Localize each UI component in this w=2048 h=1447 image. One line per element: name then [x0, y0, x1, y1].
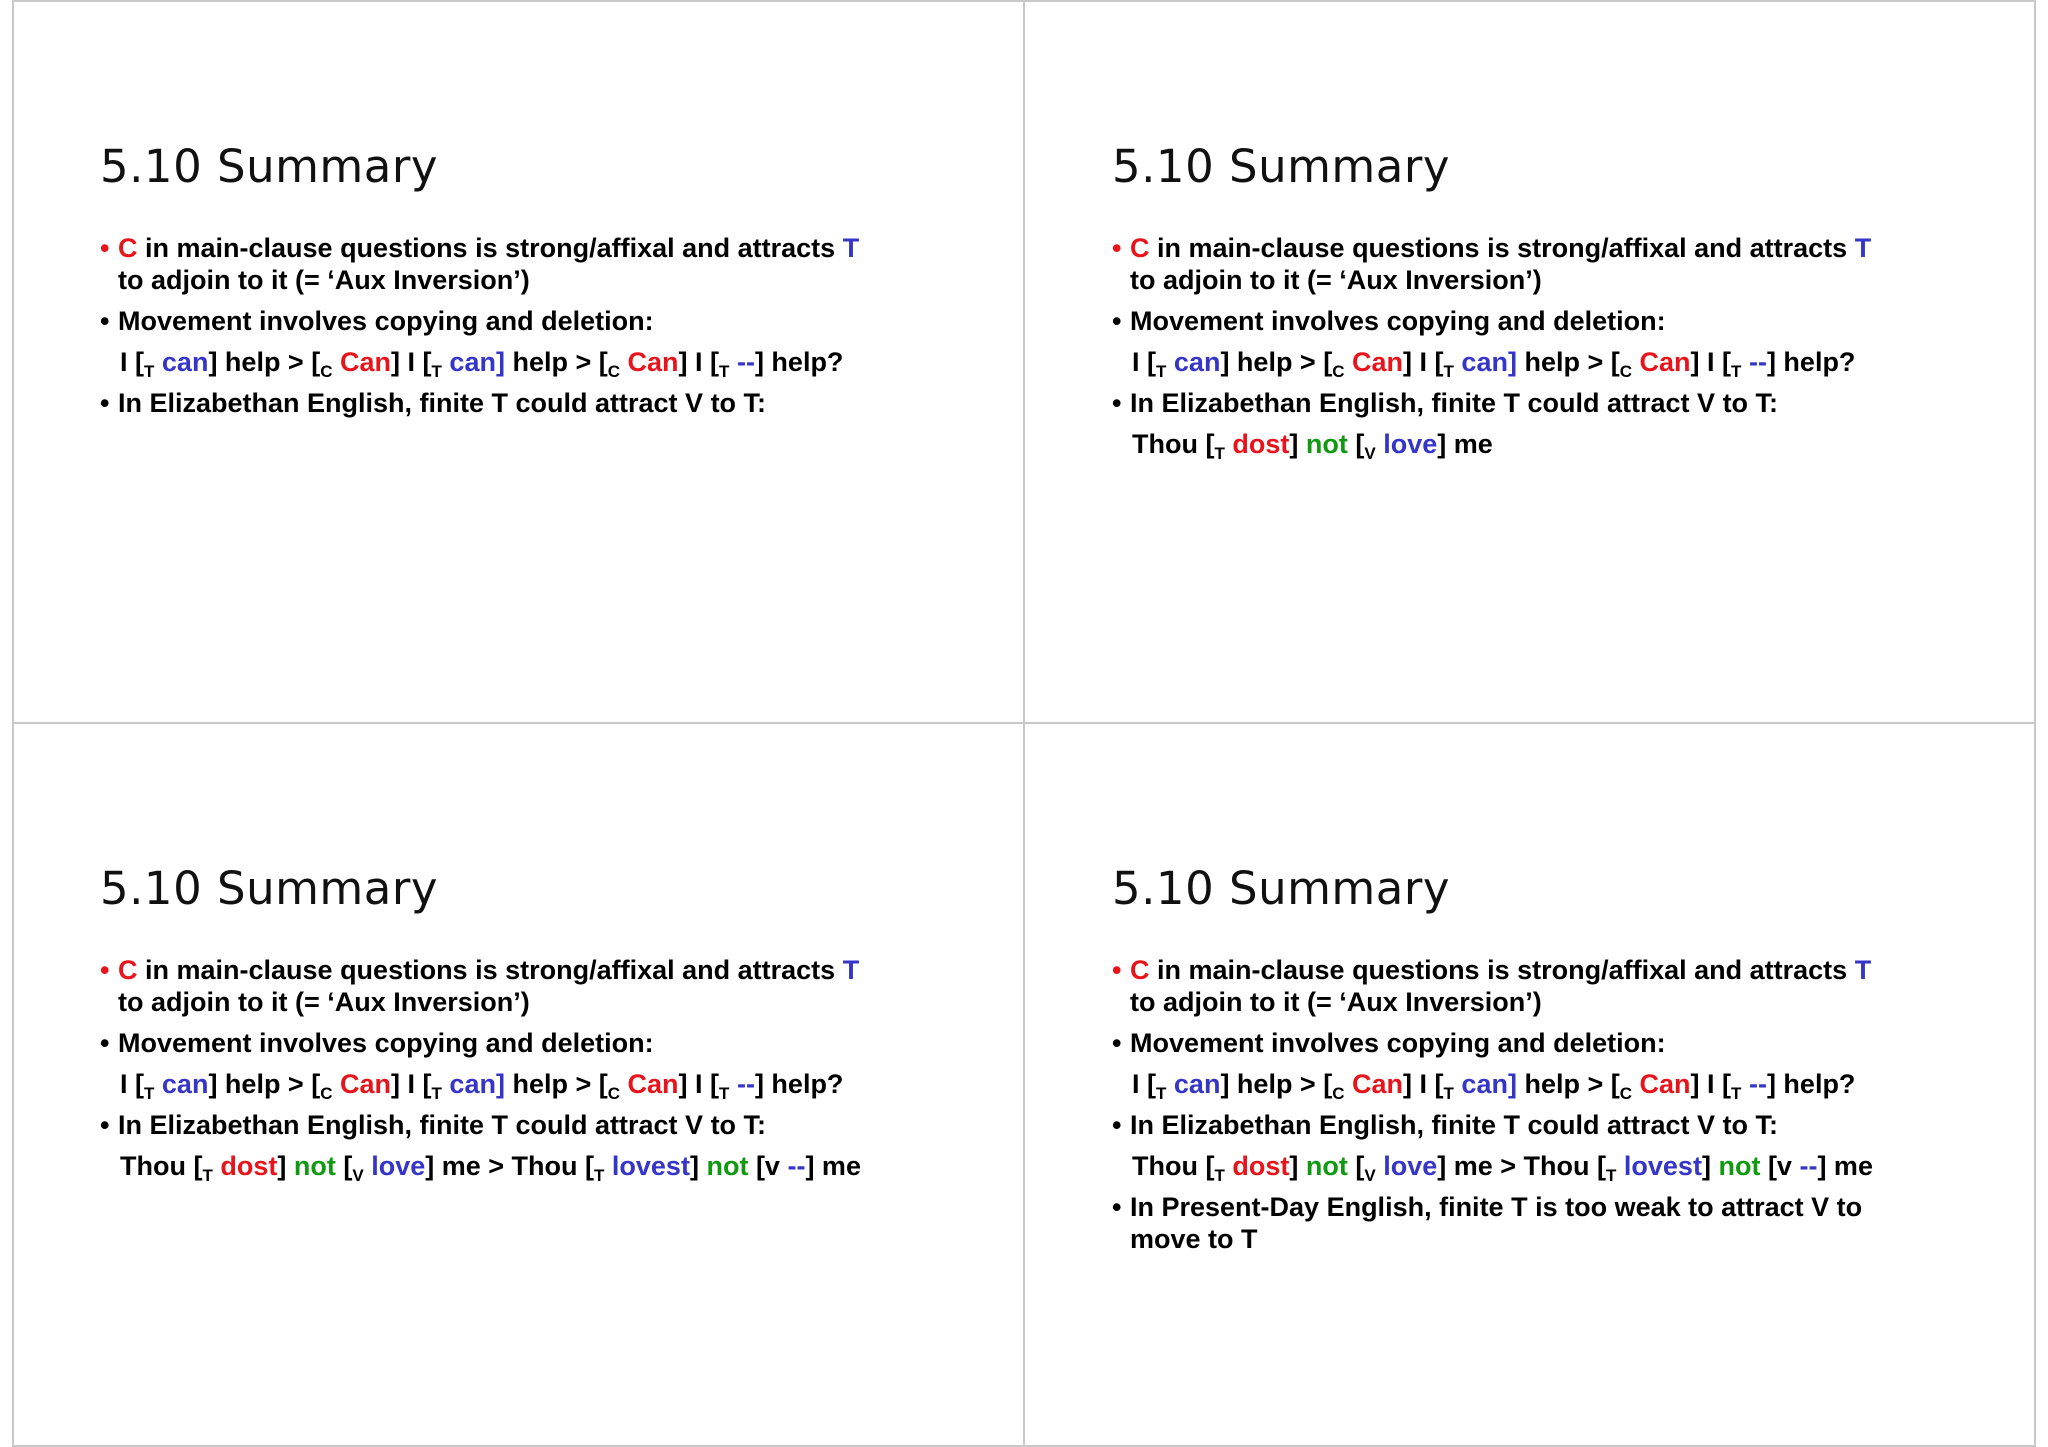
subscript-label: T: [431, 362, 442, 381]
text-run: [1166, 1069, 1174, 1099]
text-run: [v: [748, 1151, 788, 1181]
subscript-label: T: [719, 362, 730, 381]
subscript-label: C: [1332, 362, 1345, 381]
text-run: ] help > [: [1220, 1069, 1333, 1099]
text-run: can: [1173, 1069, 1221, 1099]
text-run: ] I [: [1403, 347, 1444, 377]
subscript-label: T: [1156, 1084, 1167, 1103]
text-run: ] me > Thou [: [1437, 1151, 1606, 1181]
text-run: [1741, 1069, 1749, 1099]
slide-body: [100, 232, 980, 428]
text-run: to adjoin to it (= ‘Aux Inversion’): [118, 987, 530, 1017]
text-run: lovest: [611, 1151, 690, 1181]
text-run: ] I [: [391, 1069, 432, 1099]
slide-1: [12, 0, 1026, 722]
text-run: Can: [340, 1069, 392, 1099]
text-run: not: [1718, 1151, 1761, 1181]
text-run: Can: [1352, 347, 1404, 377]
text-run: In Elizabethan English, finite T could attract V to T:: [118, 388, 767, 418]
text-run: love: [371, 1151, 426, 1181]
text-run: dost: [1232, 1151, 1290, 1181]
text-run: --: [787, 1151, 806, 1181]
text-run: ]: [1701, 1151, 1719, 1181]
text-run: [v: [1760, 1151, 1800, 1181]
text-run: [620, 1069, 628, 1099]
text-run: C: [118, 233, 138, 263]
text-run: In Present-Day English, finite T is too weak to attract V to: [1130, 1192, 1863, 1222]
text-run: to adjoin to it (= ‘Aux Inversion’): [118, 265, 530, 295]
text-run: In Elizabethan English, finite T could attract V to T:: [118, 1110, 767, 1140]
text-run: love: [1383, 1151, 1438, 1181]
bullet-icon: •: [1112, 233, 1122, 263]
bullet-icon: •: [1112, 388, 1122, 418]
subscript-label: V: [352, 1166, 364, 1185]
text-run: help > [: [1516, 347, 1620, 377]
bullet-icon: •: [100, 306, 110, 336]
subscript-label: C: [320, 362, 333, 381]
example-line: [100, 1068, 980, 1103]
bullet-item: [1112, 954, 1992, 1018]
text-run: I [: [1132, 1069, 1156, 1099]
text-run: [729, 347, 737, 377]
slide-title: 5.10 Summary: [100, 140, 438, 193]
slide-3: [12, 722, 1026, 1444]
text-run: in main-clause questions is strong/affixal and attracts: [1149, 233, 1855, 263]
text-run: can]: [449, 347, 505, 377]
text-run: Movement involves copying and deletion:: [118, 1028, 654, 1058]
example-line: [1112, 1150, 1992, 1185]
text-run: [: [1347, 429, 1365, 459]
subscript-label: C: [320, 1084, 333, 1103]
subscript-label: T: [202, 1166, 213, 1185]
subscript-label: T: [1606, 1166, 1617, 1185]
bullet-item: [100, 232, 980, 296]
bullet-icon: •: [100, 1110, 110, 1140]
text-run: help > [: [1516, 1069, 1620, 1099]
bullet-icon: •: [1112, 1028, 1122, 1058]
text-run: Thou [: [1132, 1151, 1215, 1181]
slide-body: [1112, 232, 1992, 469]
subscript-label: T: [1214, 1166, 1225, 1185]
text-run: ] I [: [678, 347, 720, 377]
text-run: ] me: [805, 1151, 861, 1181]
text-run: ] help > [: [208, 347, 321, 377]
subscript-label: C: [607, 362, 621, 381]
slide-title: 5.10 Summary: [1112, 140, 1450, 193]
text-run: ] help > [: [208, 1069, 321, 1099]
text-run: not: [706, 1151, 749, 1181]
text-run: Can: [1639, 347, 1691, 377]
subscript-label: T: [1731, 1084, 1742, 1103]
text-run: [729, 1069, 737, 1099]
bullet-icon: •: [1112, 1192, 1122, 1222]
text-run: ] me: [1817, 1151, 1873, 1181]
bullet-icon: •: [100, 955, 110, 985]
subscript-label: C: [607, 1084, 621, 1103]
text-run: [154, 347, 162, 377]
text-run: [1741, 347, 1749, 377]
text-run: --: [1748, 347, 1767, 377]
subscript-label: T: [1214, 444, 1225, 463]
text-run: [1632, 347, 1640, 377]
example-line: [1112, 346, 1992, 381]
subscript-label: T: [144, 1084, 155, 1103]
text-run: ] me: [1437, 429, 1493, 459]
text-run: help > [: [504, 347, 608, 377]
text-run: ] help?: [1766, 347, 1856, 377]
text-run: --: [1799, 1151, 1818, 1181]
text-run: love: [1383, 429, 1438, 459]
text-run: dost: [220, 1151, 278, 1181]
text-run: T: [842, 955, 860, 985]
bullet-item: [1112, 1191, 1992, 1255]
text-run: T: [1854, 955, 1872, 985]
text-run: Thou [: [1132, 429, 1215, 459]
text-run: Movement involves copying and deletion:: [118, 306, 654, 336]
text-run: [1344, 1069, 1352, 1099]
bullet-icon: •: [1112, 306, 1122, 336]
text-run: Can: [1352, 1069, 1404, 1099]
text-run: in main-clause questions is strong/affixal and attracts: [137, 233, 843, 263]
text-run: [1166, 347, 1174, 377]
text-run: lovest: [1623, 1151, 1702, 1181]
text-run: In Elizabethan English, finite T could attract V to T:: [1130, 388, 1779, 418]
subscript-label: T: [1156, 362, 1167, 381]
text-run: can]: [1461, 1069, 1517, 1099]
text-run: [154, 1069, 162, 1099]
text-run: C: [1130, 233, 1150, 263]
example-line: [1112, 428, 1992, 463]
subscript-label: T: [1443, 362, 1454, 381]
bullet-icon: •: [1112, 1110, 1122, 1140]
text-run: [332, 347, 340, 377]
text-run: to adjoin to it (= ‘Aux Inversion’): [1130, 987, 1542, 1017]
text-run: can]: [449, 1069, 505, 1099]
bullet-item: [100, 1109, 980, 1141]
text-run: Movement involves copying and deletion:: [1130, 306, 1666, 336]
text-run: to adjoin to it (= ‘Aux Inversion’): [1130, 265, 1542, 295]
text-run: can: [1173, 347, 1221, 377]
text-run: --: [1748, 1069, 1767, 1099]
text-run: ] I [: [1403, 1069, 1444, 1099]
text-run: ] I [: [391, 347, 432, 377]
subscript-label: T: [431, 1084, 442, 1103]
text-run: I [: [1132, 347, 1156, 377]
text-run: move to T: [1130, 1224, 1258, 1254]
slide-body: [1112, 954, 1992, 1264]
text-run: Can: [1639, 1069, 1691, 1099]
text-run: ] help > [: [1220, 347, 1333, 377]
subscript-label: T: [719, 1084, 730, 1103]
text-run: Can: [627, 1069, 679, 1099]
text-run: I [: [120, 1069, 144, 1099]
bullet-item: [1112, 232, 1992, 296]
subscript-label: T: [144, 362, 155, 381]
subscript-label: C: [1619, 362, 1633, 381]
text-run: can]: [1461, 347, 1517, 377]
slide-4: [1024, 722, 2038, 1444]
text-run: ] help?: [754, 347, 844, 377]
text-run: I [: [120, 347, 144, 377]
text-run: --: [736, 347, 755, 377]
text-run: in main-clause questions is strong/affixal and attracts: [137, 955, 843, 985]
text-run: ] I [: [678, 1069, 720, 1099]
text-run: [: [1347, 1151, 1365, 1181]
text-run: can: [161, 1069, 209, 1099]
text-run: Can: [340, 347, 392, 377]
example-line: [100, 1150, 980, 1185]
text-run: ] help?: [754, 1069, 844, 1099]
text-run: ] I [: [1690, 347, 1732, 377]
text-run: ]: [689, 1151, 707, 1181]
text-run: dost: [1232, 429, 1290, 459]
example-line: [1112, 1068, 1992, 1103]
slide-2: [1024, 0, 2038, 722]
text-run: can: [161, 347, 209, 377]
bullet-icon: •: [100, 388, 110, 418]
text-run: in main-clause questions is strong/affixal and attracts: [1149, 955, 1855, 985]
text-run: T: [842, 233, 860, 263]
subscript-label: C: [1332, 1084, 1345, 1103]
slide-title: 5.10 Summary: [1112, 862, 1450, 915]
text-run: help > [: [504, 1069, 608, 1099]
text-run: Can: [627, 347, 679, 377]
text-run: T: [1854, 233, 1872, 263]
text-run: [620, 347, 628, 377]
bullet-icon: •: [100, 233, 110, 263]
text-run: ] I [: [1690, 1069, 1732, 1099]
text-run: --: [736, 1069, 755, 1099]
subscript-label: V: [1364, 444, 1376, 463]
slide-title: 5.10 Summary: [100, 862, 438, 915]
text-run: [: [335, 1151, 353, 1181]
subscript-label: T: [1731, 362, 1742, 381]
slide-body: [100, 954, 980, 1191]
text-run: [332, 1069, 340, 1099]
bullet-item: [100, 305, 980, 337]
bullet-item: [100, 954, 980, 1018]
text-run: not: [1305, 1151, 1348, 1181]
text-run: Movement involves copying and deletion:: [1130, 1028, 1666, 1058]
subscript-label: C: [1619, 1084, 1633, 1103]
text-run: C: [1130, 955, 1150, 985]
text-run: ]: [1289, 1151, 1306, 1181]
text-run: ] me > Thou [: [425, 1151, 594, 1181]
text-run: Thou [: [120, 1151, 203, 1181]
bullet-item: [100, 387, 980, 419]
text-run: not: [293, 1151, 336, 1181]
text-run: ]: [1289, 429, 1306, 459]
bullet-item: [1112, 1109, 1992, 1141]
text-run: In Elizabethan English, finite T could attract V to T:: [1130, 1110, 1779, 1140]
bullet-item: [100, 1027, 980, 1059]
text-run: ] help?: [1766, 1069, 1856, 1099]
bullet-item: [1112, 305, 1992, 337]
subscript-label: T: [1443, 1084, 1454, 1103]
text-run: C: [118, 955, 138, 985]
bullet-item: [1112, 387, 1992, 419]
example-line: [100, 346, 980, 381]
text-run: [604, 1151, 612, 1181]
subscript-label: T: [594, 1166, 605, 1185]
text-run: not: [1305, 429, 1348, 459]
bullet-icon: •: [1112, 955, 1122, 985]
text-run: [1616, 1151, 1624, 1181]
bullet-item: [1112, 1027, 1992, 1059]
bullet-icon: •: [100, 1028, 110, 1058]
subscript-label: V: [1364, 1166, 1376, 1185]
text-run: ]: [277, 1151, 294, 1181]
text-run: [1344, 347, 1352, 377]
text-run: [1632, 1069, 1640, 1099]
